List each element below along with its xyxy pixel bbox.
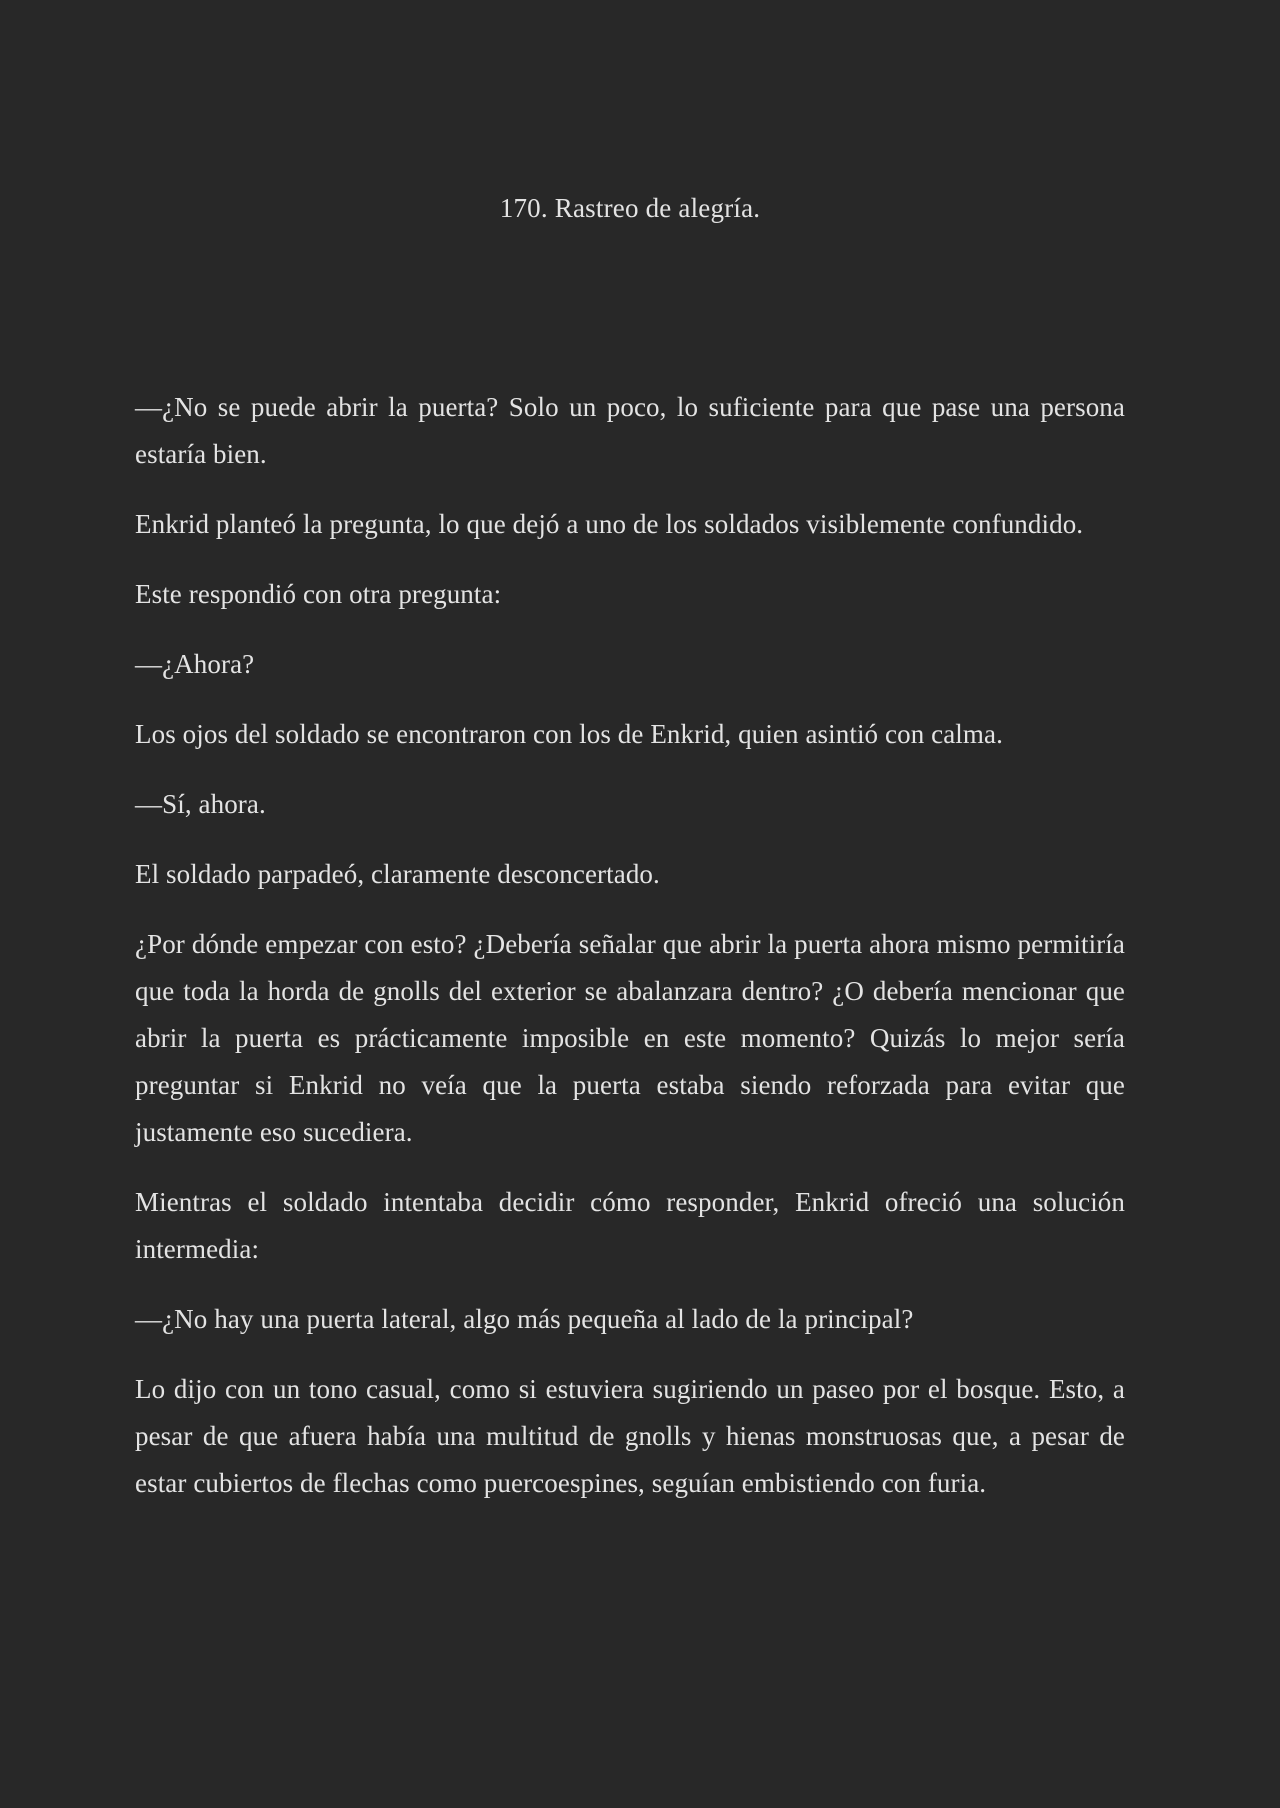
paragraph: El soldado parpadeó, claramente desconcertado.: [135, 859, 660, 889]
chapter-paragraphs: [135, 384, 1125, 1507]
paragraph: Los ojos del soldado se encontraron con los de Enkrid, quien asintió con calma.: [135, 719, 1003, 749]
paragraph: ¿Por dónde empezar con esto? ¿Debería señalar que abrir la puerta ahora mismo permitiría que toda la horda de gnolls del exterior se abalanzara dentro? ¿O debería mencionar que abrir la puerta es prácticamente imposible en este momento? Quizás lo mejor sería preguntar si Enkrid no veía que la puerta estaba siendo reforzada para evitar que justamente eso sucediera.: [135, 929, 1125, 1147]
paragraph: Lo dijo con un tono casual, como si estuviera sugiriendo un paseo por el bosque. Esto, a pesar de que afuera había una multitud de gnolls y hienas monstruosas que, a pesar de estar cubiertos de flechas como puercoespines, seguían embistiendo con furia.: [135, 1374, 1125, 1498]
paragraph: —¿Ahora?: [135, 649, 255, 679]
chapter-title: 170. Rastreo de alegría.: [499, 193, 761, 223]
paragraph: Enkrid planteó la pregunta, lo que dejó a uno de los soldados visiblemente confundido.: [135, 509, 1084, 539]
paragraph: —Sí, ahora.: [135, 789, 266, 819]
paragraph: —¿No se puede abrir la puerta? Solo un poco, lo suficiente para que pase una persona estaría bien.: [135, 392, 1125, 469]
paragraph: Este respondió con otra pregunta:: [135, 579, 502, 609]
paragraph: Mientras el soldado intentaba decidir cómo responder, Enkrid ofreció una solución intermedia:: [135, 1187, 1125, 1264]
paragraph: —¿No hay una puerta lateral, algo más pequeña al lado de la principal?: [135, 1304, 914, 1334]
